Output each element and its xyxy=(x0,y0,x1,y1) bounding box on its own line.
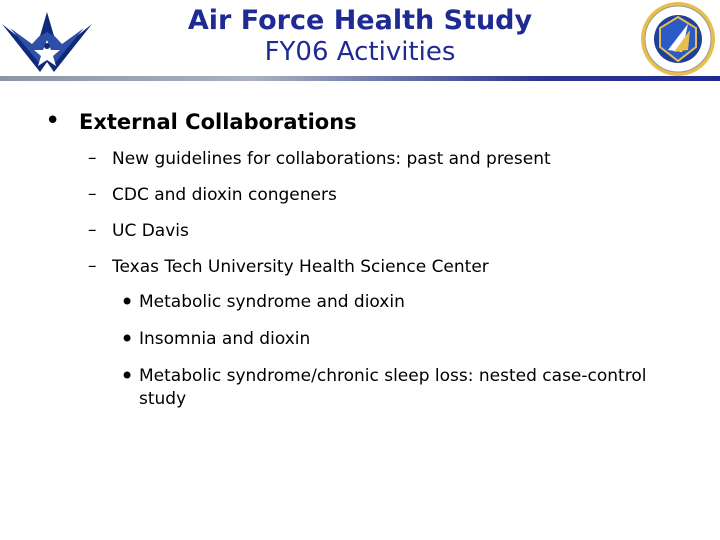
list-item: UC Davis xyxy=(112,221,189,241)
dash-icon: – xyxy=(88,220,97,240)
dash-icon: – xyxy=(88,184,97,204)
bullet-icon: • xyxy=(120,362,135,390)
slide-title: Air Force Health Study xyxy=(187,5,533,36)
bullet-icon: • xyxy=(120,288,135,316)
sub-list-item-continuation: study xyxy=(139,389,187,409)
list-item: New guidelines for collaborations: past and present xyxy=(112,149,551,169)
sub-list-item: Metabolic syndrome and dioxin xyxy=(139,292,405,312)
sub-list-item: Insomnia and dioxin xyxy=(139,329,311,349)
bullet-icon: • xyxy=(45,106,61,136)
bullet-icon: • xyxy=(120,325,135,353)
slide-subtitle: FY06 Activities xyxy=(264,37,456,67)
list-item: Texas Tech University Health Science Center xyxy=(112,257,489,277)
header-divider xyxy=(0,76,720,81)
sub-list-item: Metabolic syndrome/chronic sleep loss: nested case-control xyxy=(139,366,647,386)
list-item: CDC and dioxin congeners xyxy=(112,185,337,205)
dash-icon: – xyxy=(88,148,97,168)
dash-icon: – xyxy=(88,256,97,276)
section-heading: External Collaborations xyxy=(79,110,357,134)
